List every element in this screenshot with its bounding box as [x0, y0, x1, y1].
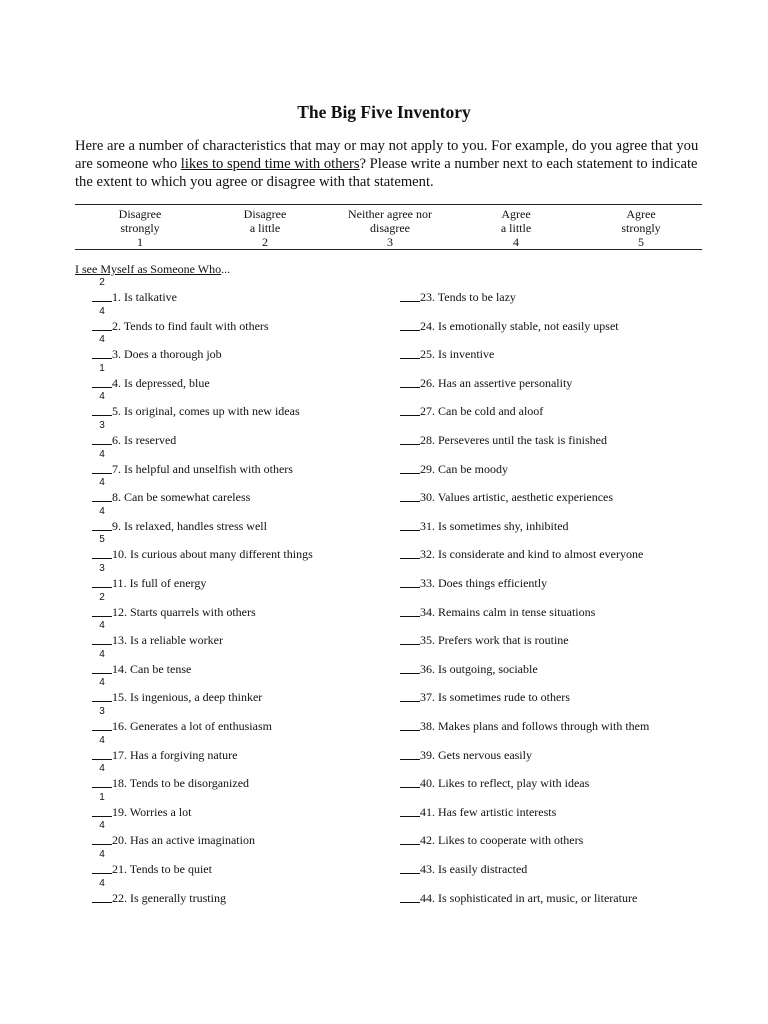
statement-number-separator: .: [123, 576, 130, 590]
answer-blank[interactable]: [92, 820, 112, 845]
answer-blank[interactable]: [92, 877, 112, 903]
statement-number: 33: [420, 576, 432, 590]
scale-option-3: [325, 207, 455, 249]
statement-item: [92, 648, 192, 677]
statement-item: [92, 706, 272, 734]
statement-item: [400, 830, 583, 848]
statement-item: [400, 802, 556, 820]
handwritten-answer: 5: [99, 534, 105, 546]
statement-number: 1: [112, 290, 118, 304]
statement-item: [400, 287, 516, 305]
statement-text: Can be moody: [438, 461, 508, 476]
statement-text: Is outgoing, sociable: [438, 661, 538, 676]
answer-blank[interactable]: [92, 706, 112, 731]
statement-text: Likes to cooperate with others: [438, 833, 584, 848]
statement-text: Generates a lot of enthusiasm: [130, 719, 272, 733]
statement-number-separator: .: [432, 518, 438, 533]
statement-text: Tends to be quiet: [129, 862, 212, 876]
statement-item: [400, 401, 543, 419]
statement-item: [400, 659, 538, 677]
statement-text: Can be somewhat careless: [124, 490, 251, 505]
statement-number: 19: [112, 804, 124, 819]
statement-item: [400, 344, 494, 362]
answer-blank[interactable]: [400, 459, 420, 474]
statement-number-separator: .: [432, 862, 438, 876]
scale-option-4: [451, 207, 581, 249]
statement-item: [400, 430, 607, 448]
answer-blank[interactable]: [92, 763, 112, 788]
handwritten-answer: 2: [99, 277, 105, 288]
statement-item: [92, 877, 226, 906]
statement-number-separator: .: [432, 433, 438, 447]
statement-number-separator: .: [432, 890, 438, 905]
statement-text: Is talkative: [124, 290, 177, 304]
section-heading-underlined: I see Myself as Someone Who: [75, 262, 222, 276]
statement-item: [92, 391, 300, 419]
scale-number: 2: [262, 235, 268, 249]
statement-number: 41: [420, 804, 432, 819]
statement-item: [400, 745, 532, 763]
handwritten-answer: 3: [99, 563, 105, 574]
statement-item: [400, 459, 508, 477]
statement-number: 10: [112, 547, 124, 562]
statement-number: 37: [420, 690, 432, 705]
statement-number-separator: .: [118, 290, 124, 304]
statement-text: Makes plans and follows through with them: [438, 719, 650, 733]
statement-item: [400, 573, 547, 591]
statement-item: [92, 734, 238, 763]
section-heading: [75, 262, 230, 277]
statement-number-separator: .: [432, 776, 438, 791]
answer-blank[interactable]: [400, 516, 420, 531]
statement-number-separator: .: [118, 347, 124, 362]
statement-text: Has few artistic interests: [438, 804, 557, 819]
scale-label-line1: Agree: [501, 207, 531, 221]
statement-number-separator: .: [124, 661, 130, 676]
statement-number-separator: .: [124, 604, 130, 619]
handwritten-answer: 4: [99, 677, 105, 689]
statement-text: Has an assertive personality: [438, 375, 573, 390]
answer-blank[interactable]: [92, 420, 112, 445]
answer-blank[interactable]: [92, 677, 112, 702]
statement-number-separator: .: [432, 833, 438, 848]
statement-text: Can be cold and aloof: [438, 404, 544, 419]
statement-number: 4: [112, 375, 118, 390]
statement-text: Has an active imagination: [130, 833, 255, 848]
statement-text: Does things efficiently: [438, 576, 548, 590]
answer-blank[interactable]: [400, 859, 420, 874]
statement-text: Likes to reflect, play with ideas: [438, 776, 590, 791]
statement-number-separator: .: [118, 433, 124, 447]
answer-blank[interactable]: [400, 373, 420, 388]
answer-blank[interactable]: [400, 687, 420, 702]
statement-number: 21: [112, 862, 124, 876]
statement-number: 8: [112, 490, 118, 505]
statement-text: Is easily distracted: [438, 862, 528, 876]
statement-number: 30: [420, 490, 432, 505]
handwritten-answer: 1: [99, 791, 105, 803]
statement-number: 13: [112, 633, 124, 648]
statement-text: Is full of energy: [129, 576, 207, 590]
scale-number: 4: [513, 235, 519, 249]
handwritten-answer: 1: [99, 362, 105, 374]
statement-text: Is emotionally stable, not easily upset: [438, 318, 619, 333]
statement-number: 32: [420, 547, 432, 562]
statement-number-separator: .: [124, 719, 130, 733]
handwritten-answer: 4: [99, 391, 105, 403]
handwritten-answer: 4: [99, 820, 105, 832]
handwritten-answer: 4: [99, 877, 105, 889]
statement-number: 27: [420, 404, 432, 419]
statement-number-separator: .: [432, 690, 438, 705]
statement-item: [400, 630, 569, 648]
scale-label-line2: a little: [500, 221, 532, 235]
statement-number-separator: .: [118, 461, 124, 476]
statement-text: Starts quarrels with others: [130, 604, 256, 619]
statement-number-separator: .: [432, 490, 438, 505]
statement-text: Tends to be disorganized: [129, 776, 250, 791]
statement-item: [92, 334, 222, 362]
page-title: The Big Five Inventory: [297, 102, 471, 122]
handwritten-answer: 3: [99, 420, 105, 431]
statement-number: 17: [112, 747, 124, 762]
scale-label-line1: Disagree: [243, 207, 287, 221]
answer-blank[interactable]: [92, 448, 112, 474]
scale-number: 3: [387, 235, 393, 249]
statement-number: 35: [420, 633, 432, 648]
statement-text: Is helpful and unselfish with others: [124, 461, 293, 476]
answer-blank[interactable]: [400, 401, 420, 416]
answer-blank[interactable]: [400, 830, 420, 845]
statement-number: 25: [420, 347, 432, 362]
statement-text: Is sometimes shy, inhibited: [438, 518, 569, 533]
instructions-paragraph: [75, 137, 715, 191]
statement-number-separator: .: [118, 404, 124, 419]
scale-option-2: [200, 207, 330, 249]
handwritten-answer: 4: [99, 505, 105, 517]
statement-item: [400, 487, 613, 505]
answer-blank[interactable]: [92, 362, 112, 388]
handwritten-answer: 4: [99, 648, 105, 660]
statement-text: Tends to be lazy: [437, 290, 516, 304]
statement-number: 16: [112, 719, 124, 733]
handwritten-answer: 4: [99, 448, 105, 460]
section-heading-ellipsis: ...: [221, 262, 231, 276]
statement-item: [92, 763, 250, 791]
answer-blank[interactable]: [400, 602, 420, 617]
answer-blank[interactable]: [400, 630, 420, 645]
statement-text: Is depressed, blue: [124, 375, 210, 390]
statement-number: 26: [420, 375, 432, 390]
scale-label-line1: Neither agree nor: [348, 207, 432, 221]
statement-text: Perseveres until the task is finished: [438, 433, 607, 447]
answer-blank[interactable]: [400, 573, 420, 588]
answer-blank[interactable]: [400, 430, 420, 445]
statement-item: [400, 687, 570, 705]
statement-number: 9: [112, 518, 118, 533]
statement-number: 24: [420, 318, 432, 333]
handwritten-answer: 4: [99, 620, 105, 632]
statement-number-separator: .: [432, 719, 438, 733]
statement-number: 42: [420, 833, 432, 848]
answer-blank[interactable]: [400, 745, 420, 760]
answer-blank[interactable]: [92, 534, 112, 559]
instructions-text-start: Here are a number of characteristics that may or may not apply to you. For example, do you agree that you are someone who: [75, 138, 699, 172]
statement-item: [92, 791, 192, 820]
answer-blank[interactable]: [400, 802, 420, 817]
statement-text: Values artistic, aesthetic experiences: [437, 490, 614, 505]
statement-text: Is considerate and kind to almost everyone: [438, 547, 644, 562]
handwritten-answer: 4: [99, 734, 105, 746]
statement-number-separator: .: [118, 490, 124, 505]
answer-blank[interactable]: [400, 544, 420, 559]
answer-blank[interactable]: [92, 505, 112, 531]
statement-number-separator: .: [124, 633, 130, 648]
answer-blank[interactable]: [92, 849, 112, 874]
statement-number-separator: .: [118, 518, 124, 533]
statement-item: [400, 773, 589, 791]
statement-text: Is relaxed, handles stress well: [124, 518, 267, 533]
statement-number-separator: .: [124, 804, 130, 819]
answer-blank[interactable]: [400, 287, 420, 302]
statement-number-separator: .: [432, 404, 438, 419]
answer-blank[interactable]: [92, 620, 112, 645]
statement-text: Is a reliable worker: [130, 633, 223, 648]
answer-blank[interactable]: [92, 563, 112, 588]
statement-number: 6: [112, 433, 118, 447]
statement-number: 2: [112, 318, 118, 333]
scale-option-1: [75, 207, 205, 249]
statement-number: 28: [420, 433, 432, 447]
handwritten-answer: 4: [99, 849, 105, 860]
statement-item: [400, 602, 595, 620]
statement-item: [400, 859, 527, 877]
statement-text: Is generally trusting: [130, 890, 226, 905]
statement-number-separator: .: [118, 375, 124, 390]
statement-number-separator: .: [432, 375, 438, 390]
statement-item: [92, 362, 210, 391]
answer-blank[interactable]: [92, 648, 112, 674]
statement-number-separator: .: [124, 690, 130, 705]
statement-number-separator: .: [432, 347, 438, 362]
handwritten-answer: 4: [99, 334, 105, 346]
statement-item: [92, 563, 207, 591]
statement-number: 5: [112, 404, 118, 419]
statement-number-separator: .: [124, 833, 130, 848]
statement-text: Is sophisticated in art, music, or literature: [438, 890, 638, 905]
statement-text: Is ingenious, a deep thinker: [130, 690, 263, 705]
statement-number: 29: [420, 461, 432, 476]
statement-item: [92, 305, 269, 334]
answer-blank[interactable]: [400, 316, 420, 331]
statement-number-separator: .: [124, 547, 130, 562]
statement-item: [92, 677, 263, 705]
statement-number: 44: [420, 890, 432, 905]
statement-number-separator: .: [124, 776, 130, 791]
answer-blank[interactable]: [400, 487, 420, 502]
scale-option-5: [576, 207, 706, 249]
handwritten-answer: 4: [99, 763, 105, 775]
statement-number: 3: [112, 347, 118, 362]
answer-blank[interactable]: [92, 334, 112, 359]
statement-text: Can be tense: [130, 661, 192, 676]
statement-item: [400, 316, 619, 334]
statement-number-separator: .: [432, 576, 438, 590]
statement-number: 43: [420, 862, 432, 876]
statement-number-separator: .: [432, 661, 438, 676]
statement-number: 18: [112, 776, 124, 791]
statement-item: [400, 373, 572, 391]
statement-text: Has a forgiving nature: [130, 747, 238, 762]
scale-label-line2: strongly: [120, 221, 160, 235]
statement-number: 34: [420, 604, 432, 619]
answer-blank[interactable]: [400, 344, 420, 359]
statement-text: Is curious about many different things: [130, 547, 313, 562]
statement-number-separator: .: [124, 747, 130, 762]
statement-item: [400, 888, 637, 906]
statement-number: 7: [112, 461, 118, 476]
statement-number: 38: [420, 719, 432, 733]
statement-number-separator: .: [432, 747, 438, 762]
statement-item: [400, 544, 643, 562]
statement-number: 23: [420, 290, 432, 304]
statement-text: Is reserved: [124, 433, 177, 447]
statement-text: Remains calm in tense situations: [438, 604, 596, 619]
statement-text: Is sometimes rude to others: [438, 690, 570, 705]
statement-number: 15: [112, 690, 124, 705]
statement-number: 20: [112, 833, 124, 848]
answer-blank[interactable]: [400, 773, 420, 788]
answer-blank[interactable]: [92, 305, 112, 331]
answer-blank[interactable]: [92, 277, 112, 302]
scale-label-line1: Disagree: [118, 207, 162, 221]
statement-number: 22: [112, 890, 124, 905]
statement-number: 11: [112, 576, 124, 590]
scale-label-line2: strongly: [621, 221, 661, 235]
answer-blank[interactable]: [92, 477, 112, 502]
answer-blank[interactable]: [92, 734, 112, 760]
scale-number: 1: [137, 235, 143, 249]
statement-item: [92, 477, 251, 505]
statement-item: [92, 420, 177, 448]
statement-number: 40: [420, 776, 432, 791]
statement-text: Is inventive: [438, 347, 495, 362]
statement-item: [92, 448, 293, 477]
statement-number-separator: .: [432, 461, 438, 476]
statement-number: 39: [420, 747, 432, 762]
instructions-example: likes to spend time with others: [180, 156, 360, 172]
statement-item: [92, 505, 267, 534]
answer-blank[interactable]: [400, 659, 420, 674]
statement-item: [92, 591, 256, 620]
handwritten-answer: 3: [99, 706, 105, 717]
rating-scale: [75, 204, 702, 250]
scale-label-line2: a little: [249, 221, 281, 235]
statement-number-separator: .: [432, 318, 438, 333]
statement-number-separator: .: [118, 318, 124, 333]
handwritten-answer: 2: [99, 591, 105, 603]
statement-text: Worries a lot: [129, 804, 192, 819]
statement-text: Does a thorough job: [124, 347, 222, 362]
statement-number: 36: [420, 661, 432, 676]
statement-number-separator: .: [432, 633, 438, 648]
handwritten-answer: 4: [99, 477, 105, 489]
scale-label-line2: disagree: [370, 221, 410, 235]
statement-number: 31: [420, 518, 432, 533]
statement-number-separator: .: [432, 290, 438, 304]
statement-number: 14: [112, 661, 124, 676]
scale-number: 5: [638, 235, 644, 249]
handwritten-answer: 4: [99, 305, 105, 317]
statement-text: Tends to find fault with others: [123, 318, 269, 333]
statement-item: [400, 516, 569, 534]
scale-label-line1: Agree: [626, 207, 656, 221]
statement-number-separator: .: [432, 804, 438, 819]
statement-number-separator: .: [124, 890, 130, 905]
statement-number-separator: .: [124, 862, 130, 876]
answer-blank[interactable]: [92, 791, 112, 817]
statement-text: Prefers work that is routine: [438, 633, 569, 648]
statement-text: Gets nervous easily: [438, 747, 532, 762]
statement-item: [400, 716, 649, 734]
statement-text: Is original, comes up with new ideas: [124, 404, 300, 419]
statement-item: [92, 534, 313, 562]
statement-item: [92, 620, 223, 648]
statement-number-separator: .: [432, 604, 438, 619]
answer-blank[interactable]: [400, 888, 420, 903]
answer-blank[interactable]: [400, 716, 420, 731]
answer-blank[interactable]: [92, 591, 112, 617]
statement-item: [92, 849, 212, 877]
statement-item: [92, 820, 255, 848]
answer-blank[interactable]: [92, 391, 112, 416]
instructions-text-end: ? Please write a number next to each statement to indicate the extent to which you agree or disagree with that statement.: [75, 156, 698, 190]
statement-number: 12: [112, 604, 124, 619]
statement-item: [92, 277, 177, 305]
statement-number-separator: .: [432, 547, 438, 562]
